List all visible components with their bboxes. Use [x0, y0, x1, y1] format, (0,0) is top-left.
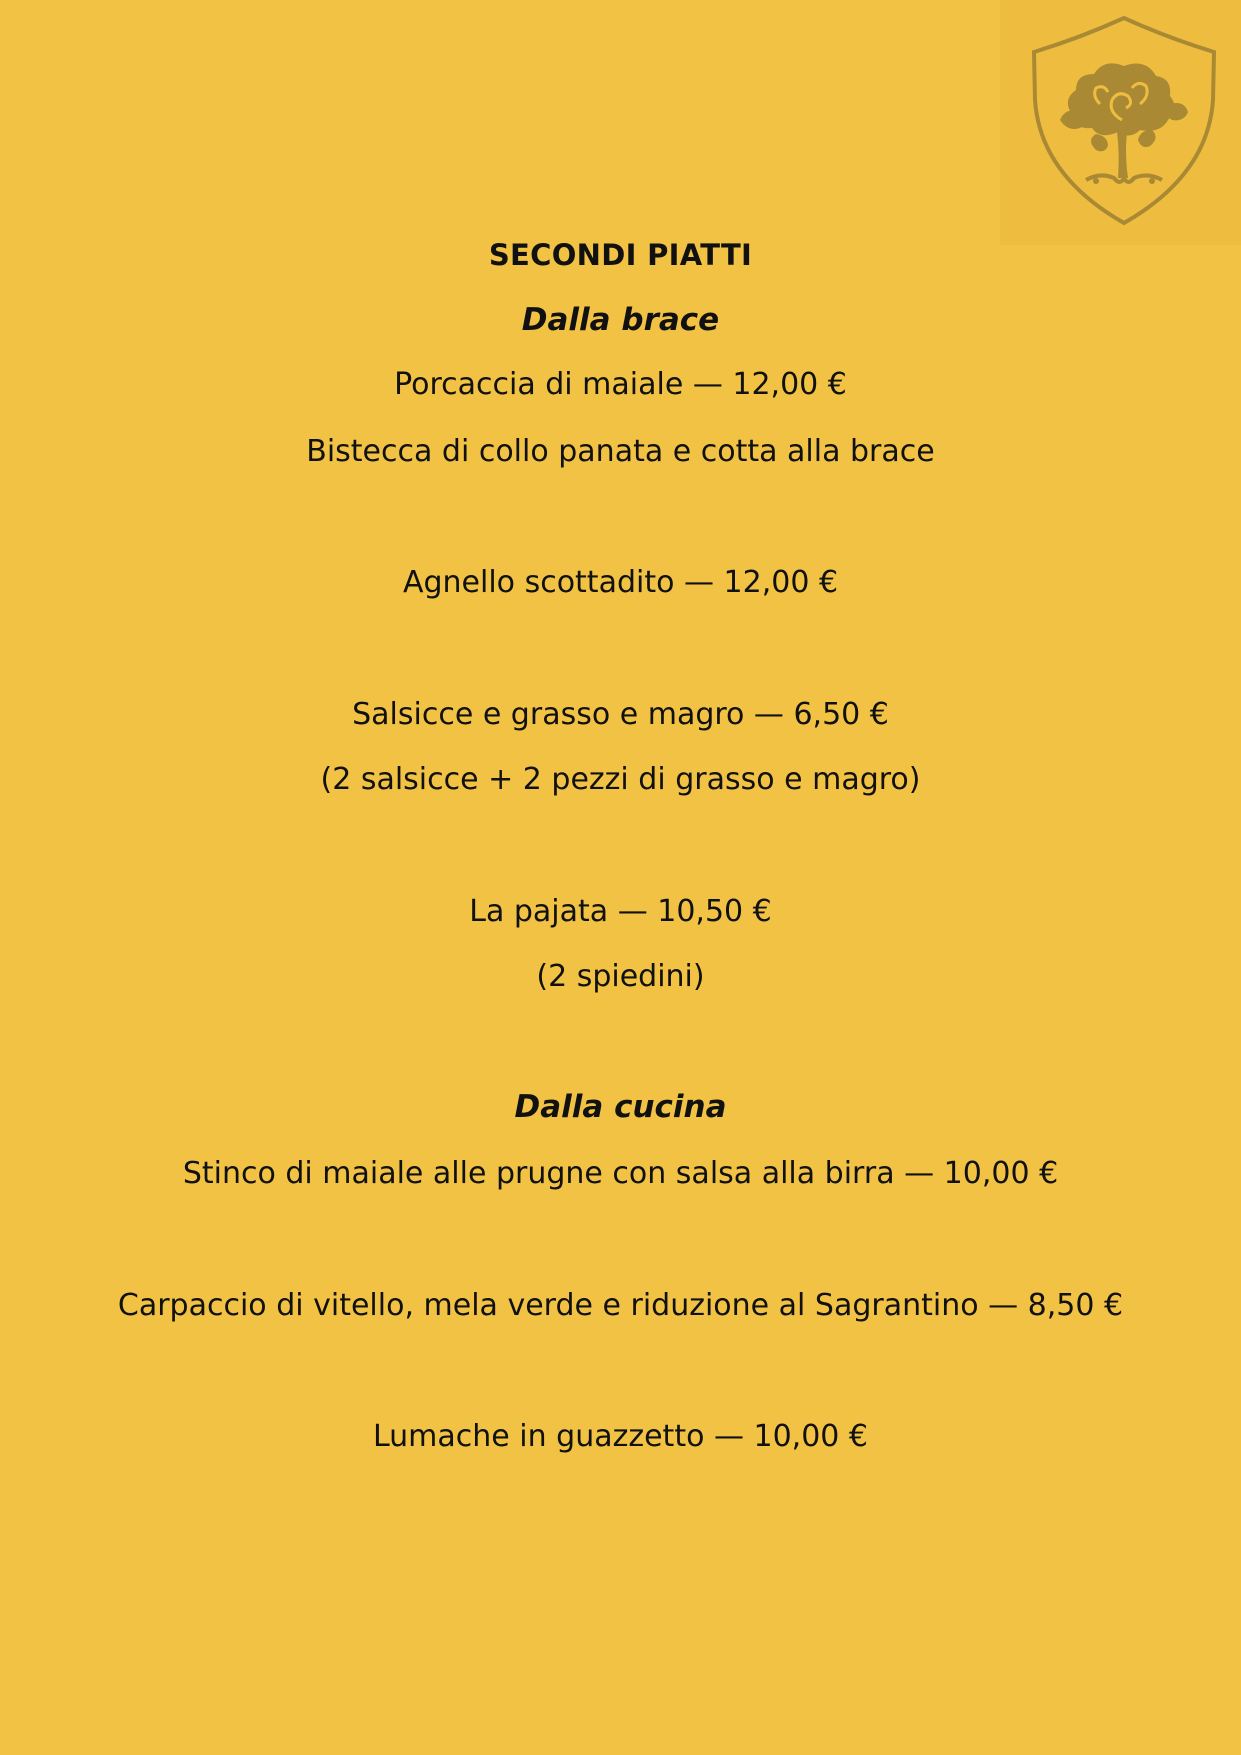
menu-title: SECONDI PIATTI: [488, 238, 753, 272]
crest-logo: [1000, 0, 1241, 245]
menu-item-stinco: Stinco di maiale alle prugne con salsa alla birra — 10,00 €: [182, 1156, 1059, 1191]
menu-item-lumache: Lumache in guazzetto — 10,00 €: [372, 1419, 869, 1454]
menu-item-pajata: La pajata — 10,50 €: [469, 894, 772, 929]
menu-item-carpaccio: Carpaccio di vitello, mela verde e riduzione al Sagrantino — 8,50 €: [117, 1288, 1124, 1323]
menu-item-agnello: Agnello scottadito — 12,00 €: [402, 565, 839, 600]
menu-item-salsicce-note: (2 salsicce + 2 pezzi di grasso e magro): [320, 762, 921, 797]
section-heading-cucina: Dalla cucina: [514, 1089, 727, 1125]
menu-item-pajata-note: (2 spiedini): [536, 959, 705, 994]
menu-item-porcaccia: Porcaccia di maiale — 12,00 €: [394, 367, 847, 402]
menu-item-salsicce: Salsicce e grasso e magro — 6,50 €: [352, 697, 889, 732]
section-heading-brace: Dalla brace: [521, 302, 720, 338]
tree-shield-crest-icon: [1000, 0, 1241, 245]
menu-item-porcaccia-note: Bistecca di collo panata e cotta alla brace: [306, 434, 935, 469]
